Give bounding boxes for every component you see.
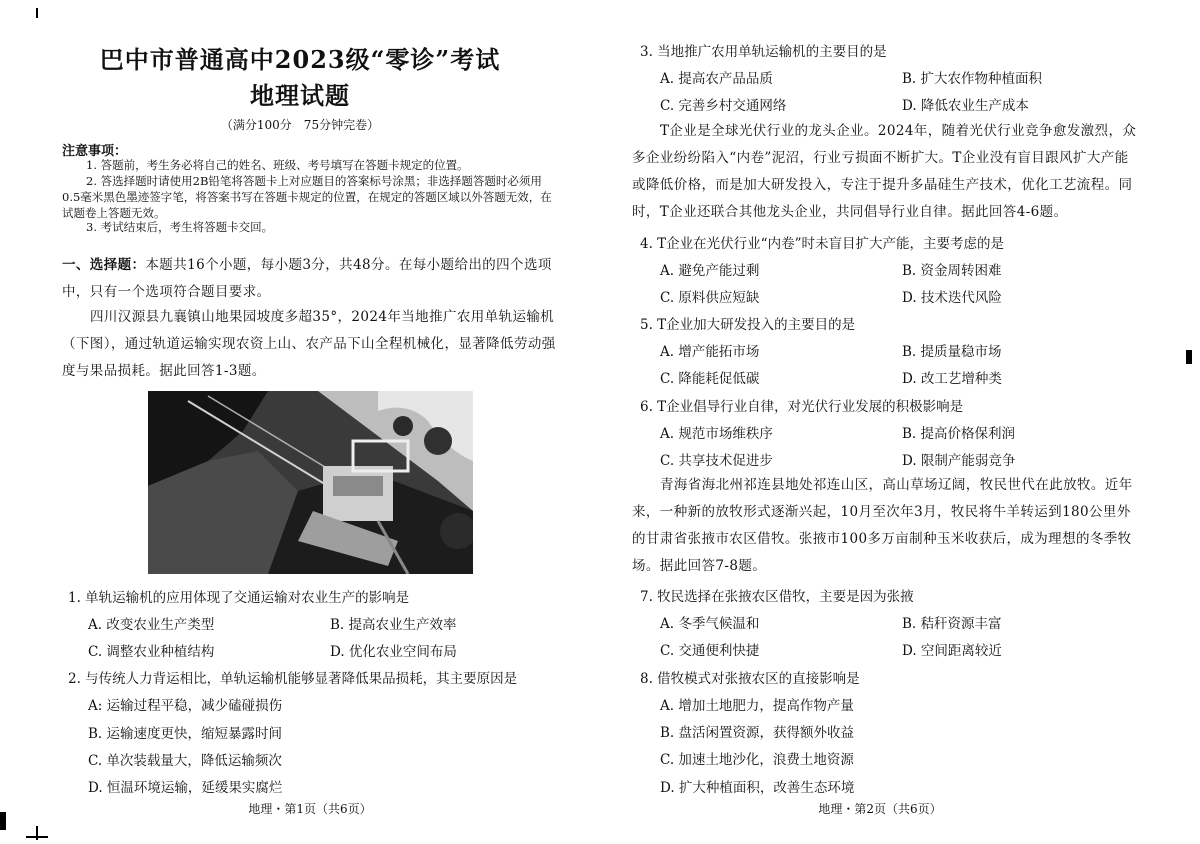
question-7: 7. 牧民选择在张掖农区借牧，主要是因为张掖 <box>640 589 914 605</box>
exam-title: 巴中市普通高中2023级“零诊”考试 <box>99 45 501 74</box>
q4-option-c: C. 原料供应短缺 <box>660 290 760 306</box>
section-heading <box>62 252 567 306</box>
q1-option-c: C. 调整农业种植结构 <box>88 644 215 660</box>
question-2: 2. 与传统人力背运相比，单轨运输机能够显著降低果品损耗，其主要原因是 <box>68 671 518 687</box>
exam-score-time: （满分100分 75分钟完卷） <box>220 118 380 132</box>
note-item: 2. 答选择题时请使用2B铅笔将答题卡上对应题目的答案标号涂黑；非选择题答题时必须用0.5毫米黑色墨迹签字笔，将答案书写在答题卡规定的位置，在规定的答题区域以外答题无效，在试题卷上答题无效。 <box>62 174 552 220</box>
q5-option-a: A. 增产能拓市场 <box>660 344 760 360</box>
page-footer: 地理・第2页（共6页） <box>818 802 942 816</box>
q5-option-c: C. 降能耗促低碳 <box>660 371 760 387</box>
q2-option-d: D. 恒温环境运输，延缓果实腐烂 <box>88 780 283 796</box>
q4-option-d: D. 技术迭代风险 <box>902 290 1002 306</box>
q8-option-d: D. 扩大种植面积，改善生态环境 <box>660 780 855 796</box>
q6-option-b: B. 提高价格保利润 <box>902 426 1016 442</box>
question-4: 4. T企业在光伏行业“内卷”时未盲目扩大产能，主要考虑的是 <box>640 236 1004 252</box>
question-3: 3. 当地推广农用单轨运输机的主要目的是 <box>640 44 887 60</box>
note-item: 1. 答题前，考生务必将自己的姓名、班级、考号填写在答题卡规定的位置。 <box>86 158 469 172</box>
q2-option-a: A: 运输过程平稳，减少磕碰损伤 <box>88 698 283 714</box>
q7-option-c: C. 交通便利快捷 <box>660 643 760 659</box>
q6-option-c: C. 共享技术促进步 <box>660 453 773 469</box>
q5-option-d: D. 改工艺增种类 <box>902 371 1002 387</box>
q4-option-a: A. 避免产能过剩 <box>660 263 760 279</box>
q2-option-b: B. 运输速度更快，缩短暴露时间 <box>88 726 283 742</box>
q3-option-a: A. 提高农产品品质 <box>660 71 773 87</box>
exam-subject-title: 地理试题 <box>250 81 350 110</box>
q8-option-b: B. 盘活闲置资源，获得额外收益 <box>660 725 855 741</box>
question-1: 1. 单轨运输机的应用体现了交通运输对农业生产的影响是 <box>68 590 410 606</box>
q1-option-b: B. 提高农业生产效率 <box>330 617 457 633</box>
q7-option-d: D. 空间距离较近 <box>902 643 1002 659</box>
question-8: 8. 借牧模式对张掖农区的直接影响是 <box>640 671 860 687</box>
section-instructions: 本题共16个小题，每小题3分，共48分。在每小题给出的四个选项中，只有一个选项符合题目要求。 <box>62 257 552 300</box>
q5-option-b: B. 提质量稳市场 <box>902 344 1002 360</box>
notes-heading: 注意事项： <box>62 144 128 159</box>
q6-option-d: D. 限制产能弱竞争 <box>902 453 1016 469</box>
q2-option-c: C. 单次装载量大，降低运输频次 <box>88 753 282 769</box>
question-6: 6. T企业倡导行业自律，对光伏行业发展的积极影响是 <box>640 399 964 415</box>
passage-t-enterprise: T企业是全球光伏行业的龙头企业。2024年，随着光伏行业竞争愈发激烈，众多企业纷纷陷入“内卷”泥沼，行业亏损面不断扩大。T企业没有盲目跟风扩大产能或降低价格，而是加大研发投入，专注于提升多晶硅生产技术，优化工艺流程。同时，T企业还联合其他龙头企业，共同倡导行业自律。据此回答4-6题。 <box>632 123 1137 220</box>
registration-mark <box>36 8 38 18</box>
q1-option-d: D. 优化农业空间布局 <box>330 644 457 660</box>
q7-option-b: B. 秸秆资源丰富 <box>902 616 1002 632</box>
section-label: 一、选择题： <box>62 257 146 273</box>
q3-option-d: D. 降低农业生产成本 <box>902 98 1029 114</box>
page-footer: 地理・第1页（共6页） <box>248 802 372 816</box>
q8-option-c: C. 加速土地沙化，浪费土地资源 <box>660 752 854 768</box>
edge-mark <box>1186 350 1192 364</box>
passage-monorail: 四川汉源县九襄镇山地果园坡度多超35°，2024年当地推广农用单轨运输机（下图），通过轨道运输实现农资上山、农产品下山全程机械化，显著降低劳动强度与果品损耗。据此回答1-3题。 <box>62 309 556 379</box>
q7-option-a: A. 冬季气候温和 <box>660 616 760 632</box>
monorail-transporter-photo <box>148 391 473 574</box>
right-page <box>600 0 1200 844</box>
q1-option-a: A. 改变农业生产类型 <box>88 617 215 633</box>
q3-option-b: B. 扩大农作物种植面积 <box>902 71 1043 87</box>
q4-option-b: B. 资金周转困难 <box>902 263 1002 279</box>
question-5: 5. T企业加大研发投入的主要目的是 <box>640 317 856 333</box>
note-item: 3. 考试结束后，考生将答题卡交回。 <box>86 220 274 234</box>
q3-option-c: C. 完善乡村交通网络 <box>660 98 787 114</box>
registration-mark <box>36 826 38 840</box>
passage-grazing: 青海省海北州祁连县地处祁连山区，高山草场辽阔，牧民世代在此放牧。近年来，一种新的放牧形式逐渐兴起，10月至次年3月，牧民将牛羊转运到180公里外的甘肃省张掖市农区借牧。张掖市100多万亩制种玉米收获后，成为理想的冬季牧场。据此回答7-8题。 <box>632 477 1133 574</box>
q6-option-a: A. 规范市场维秩序 <box>660 426 773 442</box>
photo-illustration <box>148 391 473 574</box>
edge-mark <box>0 812 6 830</box>
q8-option-a: A. 增加土地肥力，提高作物产量 <box>660 698 854 714</box>
